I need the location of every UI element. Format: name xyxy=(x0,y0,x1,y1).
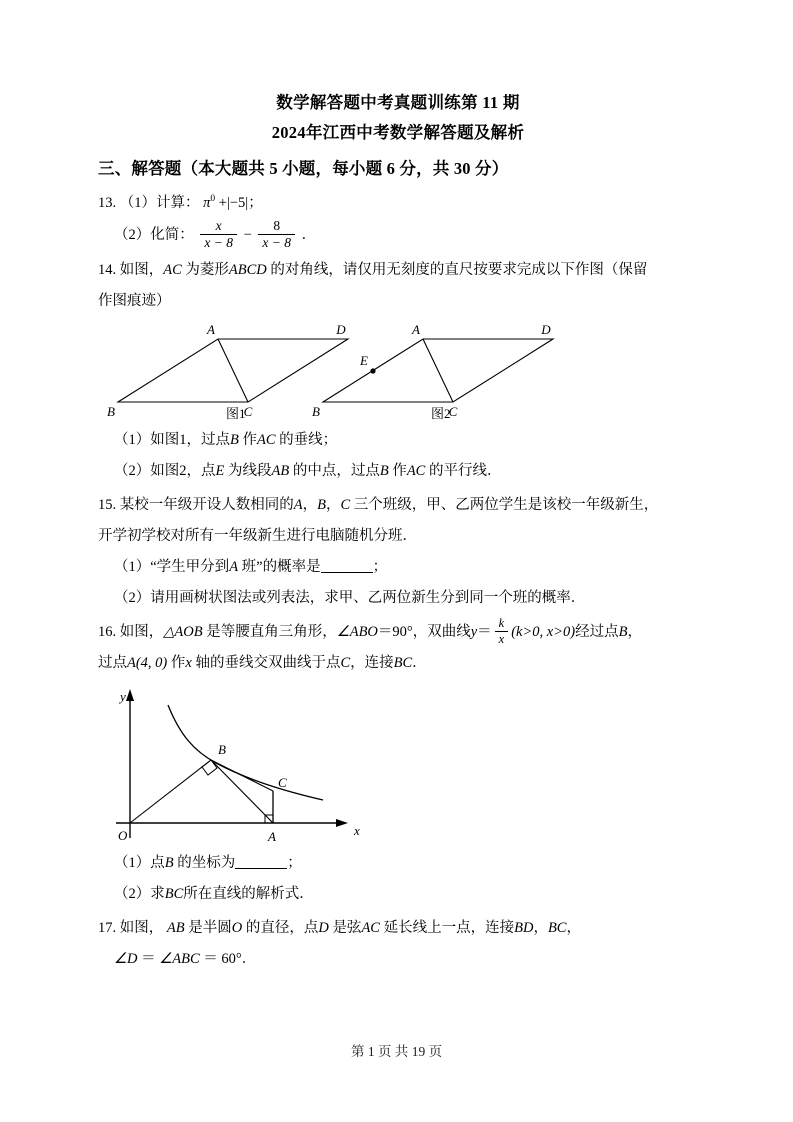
q17-stem-c: 的直径，点 xyxy=(245,919,319,936)
q16-stem-a: 如图， xyxy=(119,623,164,640)
q17-stem-f: ， xyxy=(566,919,581,936)
q13-fraction-2 xyxy=(258,218,295,251)
q15-class-B: B xyxy=(317,496,326,513)
q16-y: y xyxy=(470,623,478,640)
footer-suffix: 页 xyxy=(428,1044,443,1059)
q17-eq1: ＝ xyxy=(141,950,156,967)
q13-frac2-numerator: 8 xyxy=(273,217,281,233)
q17-value-60: 60° xyxy=(221,950,242,967)
q16-equals: ＝ xyxy=(477,623,492,640)
q16-stem-comma: ， xyxy=(627,623,642,640)
q14-number: 14. xyxy=(98,261,117,278)
q13-abs-bar-left: | xyxy=(226,194,230,211)
graph-label-A: A xyxy=(268,828,276,844)
q16-triangle-aob: △AOB xyxy=(163,623,203,640)
q14-abcd: ABCD xyxy=(228,261,267,278)
q14-sub2-e: 的中点，过点 xyxy=(292,462,380,479)
q13-period: ． xyxy=(301,226,317,243)
q14-sub2-g: 作 xyxy=(392,462,407,479)
q16-line2-d: ，连接 xyxy=(350,654,394,671)
q16-point-B: B xyxy=(618,623,628,640)
q17-number: 17. xyxy=(98,919,117,936)
graph-label-C: C xyxy=(278,774,287,790)
q15-sep2: ， xyxy=(325,496,341,513)
footer-total-pages: 19 xyxy=(411,1044,426,1059)
q14-sub2-point-e: E xyxy=(215,462,225,479)
graph-x-axis-arrow xyxy=(336,819,348,827)
q16-segment-BC: BC xyxy=(393,654,413,671)
q13-pi: π xyxy=(203,194,211,211)
q16-sub1-c: ； xyxy=(287,854,302,871)
question-15-sub1 xyxy=(98,552,698,583)
q17-stem-a: 如图， xyxy=(119,919,164,936)
q16-sub1-point-B: B xyxy=(164,854,174,871)
q15-class-A: A xyxy=(293,496,303,513)
q15-stem-a: 某校一年级开设人数相同的 xyxy=(119,496,294,513)
document-title: 数学解答题中考真题训练第 11 期 xyxy=(276,93,520,112)
q14-stem-c: 的对角线，请仅用无刻度的直尺按要求完成以下作图（保留 xyxy=(270,261,648,278)
question-17-line2 xyxy=(98,944,698,975)
question-15-sub2: （2）请用画树状图法或列表法，求甲、乙两位新生分到同一个班的概率． xyxy=(114,589,586,606)
figure-1-caption: 图1 xyxy=(226,405,246,421)
q15-sub1-a: （1）“学生甲分到 xyxy=(114,558,230,575)
q16-line2-b: 作 xyxy=(170,654,186,671)
q16-answer-blank[interactable] xyxy=(235,868,287,869)
q16-sub1-a: （1）点 xyxy=(114,854,165,871)
q17-stem-d: 是弦 xyxy=(332,919,362,936)
q16-degree-90: 90° xyxy=(392,623,413,640)
fig2-point-E-dot xyxy=(370,368,375,373)
q15-sub1-class-A: A xyxy=(229,558,239,575)
q17-stem-b: 是半圆 xyxy=(188,919,232,936)
q14-sub1-a: （1）如图1，过点 xyxy=(114,431,230,448)
fig1-label-A: A xyxy=(207,321,215,337)
q17-comma: ， xyxy=(533,919,548,936)
q17-eq2: ＝ xyxy=(203,950,218,967)
graph-segment-ob xyxy=(130,760,211,823)
q13-exponent: 0 xyxy=(210,194,216,204)
q16-number: 16. xyxy=(98,623,117,640)
graph-hyperbola-curve xyxy=(168,705,323,800)
question-17-stem xyxy=(98,913,698,944)
q13-minus: − xyxy=(243,226,252,243)
q17-stem-e: 延长线上一点，连接 xyxy=(383,919,515,936)
footer-middle: 页 共 xyxy=(377,1044,409,1059)
fig2-label-A: A xyxy=(412,321,420,337)
q16-sub1-b: 的坐标为 xyxy=(177,854,236,871)
q16-point-A-coords: A(4, 0) xyxy=(127,654,168,671)
question-16-sub2 xyxy=(98,879,698,910)
question-14-sub2 xyxy=(98,456,698,487)
q14-sub2-ac: AC xyxy=(406,462,426,479)
graph-label-y: y xyxy=(120,688,126,704)
q16-line2-a: 过点 xyxy=(98,654,127,671)
graph-segment-bc xyxy=(211,760,273,791)
section-heading: 三、解答题（本大题共 5 小题，每小题 6 分，共 30 分） xyxy=(98,159,509,178)
q13-frac1-numerator: x xyxy=(215,217,222,233)
q16-sub2-BC: BC xyxy=(164,885,184,902)
q14-sub2-point-b: B xyxy=(379,462,389,479)
q17-period: ． xyxy=(241,950,257,967)
question-13-part1 xyxy=(98,184,698,219)
q16-sub2-b: 所在直线的解析式． xyxy=(183,885,314,902)
fig1-label-D: D xyxy=(336,321,346,337)
question-14-stem-line2: 作图痕迹） xyxy=(98,292,171,309)
q17-angle-D: ∠D xyxy=(114,950,138,967)
question-14-sub1 xyxy=(98,425,698,456)
q14-sub1-e: 的垂线； xyxy=(279,431,338,448)
q15-sep1: ， xyxy=(302,496,318,513)
q13-number: 13. xyxy=(98,194,117,211)
q13-part2-prefix: （2）化简： xyxy=(114,226,194,243)
page-content xyxy=(98,88,698,975)
q16-hyperbola-fraction xyxy=(495,616,509,647)
graph-label-x: x xyxy=(354,822,360,838)
figure-2-caption: 图2 xyxy=(431,405,451,421)
q13-frac2-denominator: x − 8 xyxy=(258,234,295,251)
graph-label-B: B xyxy=(218,741,226,757)
q14-sub2-a: （2）如图2，点 xyxy=(114,462,216,479)
q15-stem-b: 三个班级，甲、乙两位学生是该校一年级新生， xyxy=(353,496,659,513)
q17-circle-O: O xyxy=(231,919,243,936)
coordinate-graph-svg xyxy=(98,683,398,848)
q14-stem-a: 如图， xyxy=(119,261,164,278)
fig2-diagonal-ac xyxy=(423,339,453,402)
q14-sub2-c: 为线段 xyxy=(227,462,272,479)
q13-plus: + xyxy=(218,194,227,211)
q13-semicolon: ； xyxy=(248,194,263,211)
q14-stem-b: 为菱形 xyxy=(185,261,229,278)
question-16-graph xyxy=(98,683,698,848)
graph-label-origin: O xyxy=(118,827,128,843)
q16-frac-denominator: x xyxy=(495,631,509,647)
question-15-stem-line2: 开学初学校对所有一年级新生进行电脑随机分班． xyxy=(98,527,417,544)
fig2-label-E: E xyxy=(360,352,368,368)
q16-line2-c: 轴的垂线交双曲线于点 xyxy=(195,654,341,671)
q16-stem-c: ，双曲线 xyxy=(412,623,471,640)
question-16-stem xyxy=(98,617,698,648)
question-15-stem xyxy=(98,490,698,521)
q17-BC: BC xyxy=(547,919,567,936)
q13-abs-value: −5 xyxy=(229,194,246,211)
q16-stem-eq: ＝ xyxy=(377,623,393,640)
page-footer xyxy=(0,1040,793,1060)
q15-answer-blank[interactable] xyxy=(321,572,373,573)
q16-point-C: C xyxy=(340,654,351,671)
question-14-figures xyxy=(98,317,698,425)
q16-condition: (k>0, x>0) xyxy=(511,623,576,640)
q15-class-C: C xyxy=(340,496,351,513)
q14-ac: AC xyxy=(163,261,182,278)
q13-fraction-1 xyxy=(200,218,237,251)
fig1-label-B: B xyxy=(107,403,115,419)
q13-part1-prefix: （1）计算： xyxy=(119,194,200,211)
fig1-diagonal-ac xyxy=(218,339,248,402)
q15-number: 15. xyxy=(98,496,117,513)
q17-point-D: D xyxy=(318,919,329,936)
q15-sub1-b: 班”的概率是 xyxy=(241,558,321,575)
q13-frac1-denominator: x − 8 xyxy=(200,234,237,251)
q16-line2-e: ． xyxy=(412,654,427,671)
question-13-part2 xyxy=(98,219,698,252)
q17-AB: AB xyxy=(166,919,185,936)
q16-sub2-a: （2）求 xyxy=(114,885,165,902)
question-16-sub1 xyxy=(98,848,698,879)
q14-sub2-ab: AB xyxy=(271,462,290,479)
question-14-stem xyxy=(98,255,698,286)
graph-y-axis-arrow xyxy=(126,689,134,701)
footer-page-number: 1 xyxy=(367,1044,375,1059)
fig1-label-C: C xyxy=(243,403,253,419)
q16-stem-b: 是等腰直角三角形， xyxy=(206,623,337,640)
q17-BD: BD xyxy=(514,919,534,936)
q15-sub1-c: ； xyxy=(372,558,388,575)
graph-segment-ba xyxy=(211,760,273,823)
footer-prefix: 第 xyxy=(350,1044,365,1059)
q16-angle-abo: ∠ABO xyxy=(336,623,378,640)
fig2-label-D: D xyxy=(541,321,551,337)
question-16-stem-line2 xyxy=(98,648,698,679)
q16-frac-numerator: k xyxy=(498,616,505,631)
q16-axis-x: x xyxy=(185,654,192,671)
q14-sub1-c: 作 xyxy=(242,431,257,448)
q14-sub1-ac: AC xyxy=(256,431,276,448)
q17-angle-ABC: ∠ABC xyxy=(159,950,200,967)
rhombus-figures-svg xyxy=(98,317,658,425)
fig2-label-B: B xyxy=(312,403,320,419)
document-subtitle: 2024年江西中考数学解答题及解析 xyxy=(271,123,525,142)
q14-sub2-i: 的平行线． xyxy=(428,462,502,479)
q16-stem-d: 经过点 xyxy=(575,623,619,640)
q13-abs-bar-right: | xyxy=(245,194,249,211)
fig2-label-C: C xyxy=(448,403,458,419)
q17-chord-AC: AC xyxy=(361,919,380,936)
q14-sub1-point-b: B xyxy=(230,431,239,448)
